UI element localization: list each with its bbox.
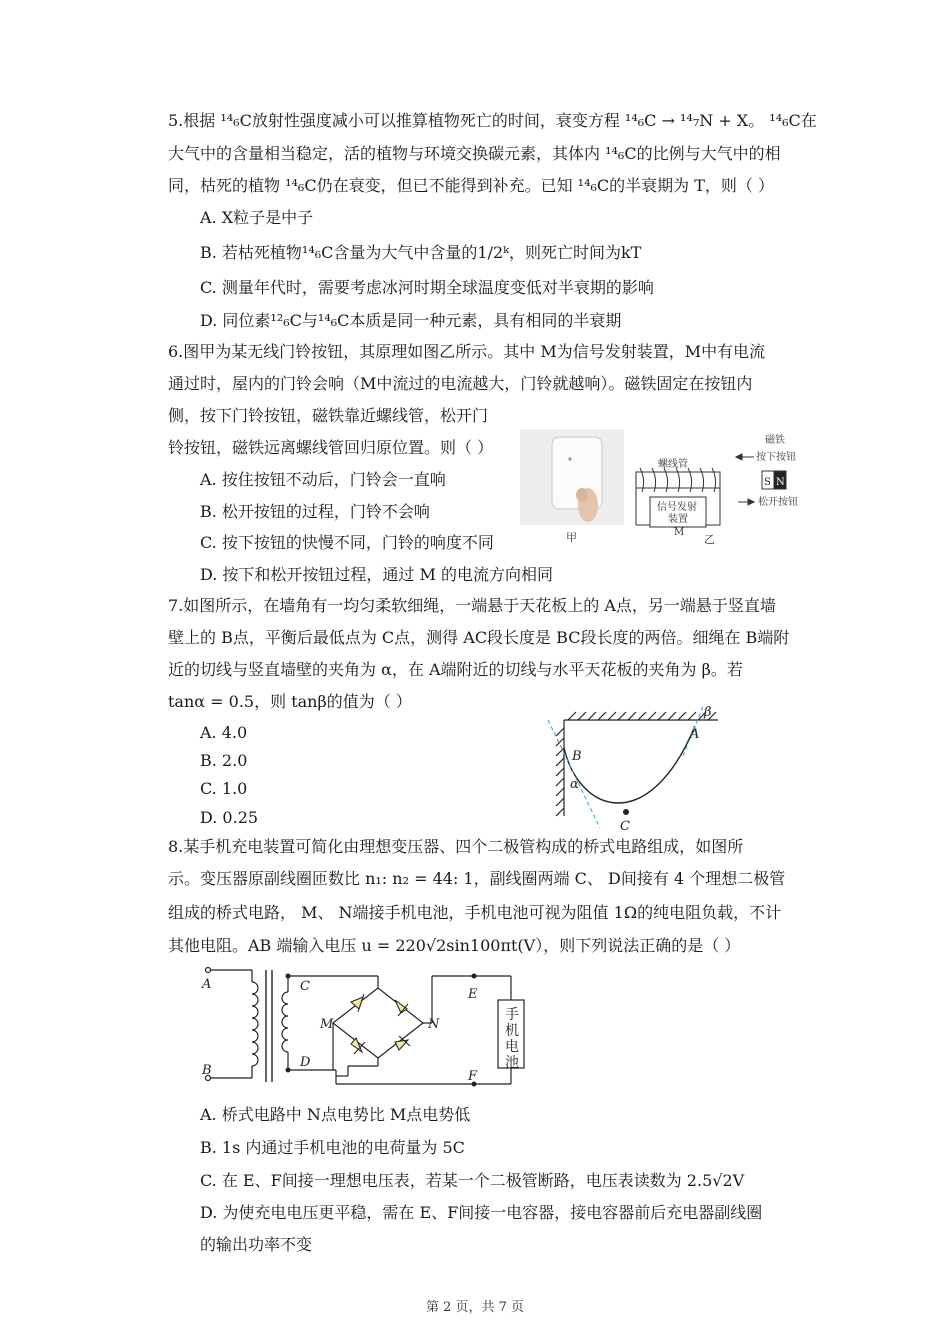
diode-icon-group <box>351 994 410 1054</box>
q8-option-d: D. 为使充电电压更平稳，需在 E、F间接一电容器，接电容器前后充电器副线圈 <box>200 1203 763 1222</box>
release-arrow-icon <box>738 499 754 505</box>
battery-char-3: 电 <box>505 1039 519 1055</box>
q8-line-3: 组成的桥式电路， M、 N端接手机电池，手机电池可视为阻值 1Ω的纯电阻负载，不计 <box>168 903 782 922</box>
label-a: A <box>690 727 700 742</box>
press-arrow-icon <box>736 454 754 460</box>
q6-line-1: 6.图甲为某无线门铃按钮，其原理如图乙所示。其中 M为信号发射装置，M中有电流 <box>168 342 766 361</box>
q8-line-2: 示。变压器原副线圈匝数比 n₁: n₂ = 44: 1，副线圈两端 C、 D间接有 4 个理想二极管 <box>168 869 786 888</box>
magnet-n: N <box>776 477 785 488</box>
q7-option-a: A. 4.0 <box>200 723 248 742</box>
rope-curve <box>564 726 695 803</box>
q5-line-1: 5.根据 ¹⁴₆C放射性强度减小可以推算植物死亡的时间，衰变方程 ¹⁴₆C → ¹⁴₇N + X。 ¹⁴₆C在 <box>168 111 817 130</box>
fig-label-yi: 乙 <box>704 533 715 546</box>
q7-option-b: B. 2.0 <box>200 751 248 770</box>
tangent-line-b <box>548 720 600 828</box>
q6-option-a: A. 按住按钮不动后，门铃会一直响 <box>200 470 446 489</box>
solenoid-label: 螺线管 <box>658 459 688 470</box>
press-label: 按下按钮 <box>756 452 796 463</box>
label-c: C <box>620 819 630 834</box>
q8-line-1: 8.某手机充电装置可简化由理想变压器、四个二极管构成的桥式电路组成，如图所 <box>168 837 744 856</box>
release-label: 松开按钮 <box>758 497 798 508</box>
q7-line-1: 7.如图所示，在墙角有一均匀柔软细绳，一端悬于天花板上的 A点，另一端悬于竖直墙 <box>168 596 776 615</box>
q5-option-d: D. 同位素¹²₆C与¹⁴₆C本质是同一种元素，具有相同的半衰期 <box>200 311 622 330</box>
q5-option-a: A. X粒子是中子 <box>200 208 314 227</box>
q8-option-b: B. 1s 内通过手机电池的电荷量为 5C <box>200 1138 465 1157</box>
q8-line-4: 其他电阻。AB 端输入电压 u = 220√2sin100πt(V），则下列说法正确的是（ ） <box>168 936 741 955</box>
node-m-label: M <box>320 1017 334 1032</box>
q7-line-4: tanα = 0.5，则 tanβ的值为（ ） <box>168 692 412 711</box>
terminal-d-label: D <box>300 1055 311 1070</box>
q7-option-c: C. 1.0 <box>200 779 248 798</box>
ceiling <box>564 712 718 720</box>
q8-option-d-cont: 的输出功率不变 <box>200 1235 313 1254</box>
q5-option-c: C. 测量年代时，需要考虑冰河时期全球温度变低对半衰期的影响 <box>200 278 654 297</box>
magnet-label: 磁铁 <box>765 435 785 446</box>
terminal-b-label: B <box>202 1063 212 1078</box>
device-label-1: 信号发射 <box>657 502 697 513</box>
q8-option-c: C. 在 E、F间接一理想电压表，若某一个二极管断路，电压表读数为 2.5√2V <box>200 1171 745 1190</box>
doorbell-photo <box>520 429 624 525</box>
q6-line-4: 铃按钮，磁铁远离螺线管回归原位置。则（ ） <box>168 438 494 457</box>
device-label-2: 装置 <box>668 514 688 525</box>
magnet-s: S <box>764 477 771 488</box>
q6-option-b: B. 松开按钮的过程，门铃不会响 <box>200 502 430 521</box>
fig-label-jia: 甲 <box>566 531 577 544</box>
q6-line-2: 通过时，屋内的门铃会响（M中流过的电流越大，门铃就越响）。磁铁固定在按钮内 <box>168 374 753 393</box>
q6-option-c: C. 按下按钮的快慢不同，门铃的响度不同 <box>200 533 494 552</box>
battery-char-2: 机 <box>505 1023 519 1039</box>
q6-option-d: D. 按下和松开按钮过程，通过 M 的电流方向相同 <box>200 565 553 584</box>
rope-figure <box>540 700 725 835</box>
q5-option-b: B. 若枯死植物¹⁴₆C含量为大气中含量的1/2ᵏ，则死亡时间为kT <box>200 243 642 262</box>
label-beta: β <box>704 705 712 720</box>
device-m-label: M <box>674 527 685 538</box>
terminal-f-label: F <box>468 1069 478 1084</box>
label-alpha: α <box>570 777 579 792</box>
q5-line-3: 同，枯死的植物 ¹⁴₆C仍在衰变，但已不能得到补充。已知 ¹⁴₆C的半衰期为 T，则（ ） <box>168 176 774 195</box>
q5-line-2: 大气中的含量相当稳定，活的植物与环境交换碳元素，其体内 ¹⁴₆C的比例与大气中的相 <box>168 144 781 163</box>
node-n-label: N <box>428 1017 440 1032</box>
q7-line-3: 近的切线与竖直墙壁的夹角为 α，在 A端附近的切线与水平天花板的夹角为 β。若 <box>168 660 743 679</box>
q8-option-a: A. 桥式电路中 N点电势比 M点电势低 <box>200 1105 471 1124</box>
wall <box>556 720 564 816</box>
q7-option-d: D. 0.25 <box>200 808 259 827</box>
label-b: B <box>572 749 582 764</box>
doorbell-figure <box>518 425 810 547</box>
q6-line-3: 侧，按下门铃按钮，磁铁靠近螺线管，松开门 <box>168 406 489 425</box>
terminal-e-label: E <box>468 987 478 1002</box>
page-footer: 第 2 页，共 7 页 <box>425 1300 525 1315</box>
point-c <box>623 809 629 815</box>
terminal-a-label: A <box>202 977 212 992</box>
circuit-wires <box>206 968 525 1085</box>
terminal-c-label: C <box>300 979 310 994</box>
q7-line-2: 壁上的 B点，平衡后最低点为 C点，测得 AC段长度是 BC段长度的两倍。细绳在 B端附 <box>168 628 790 647</box>
circuit-diagram <box>196 962 556 1098</box>
battery-char-4: 池 <box>505 1055 519 1071</box>
battery-char-1: 手 <box>505 1007 519 1023</box>
